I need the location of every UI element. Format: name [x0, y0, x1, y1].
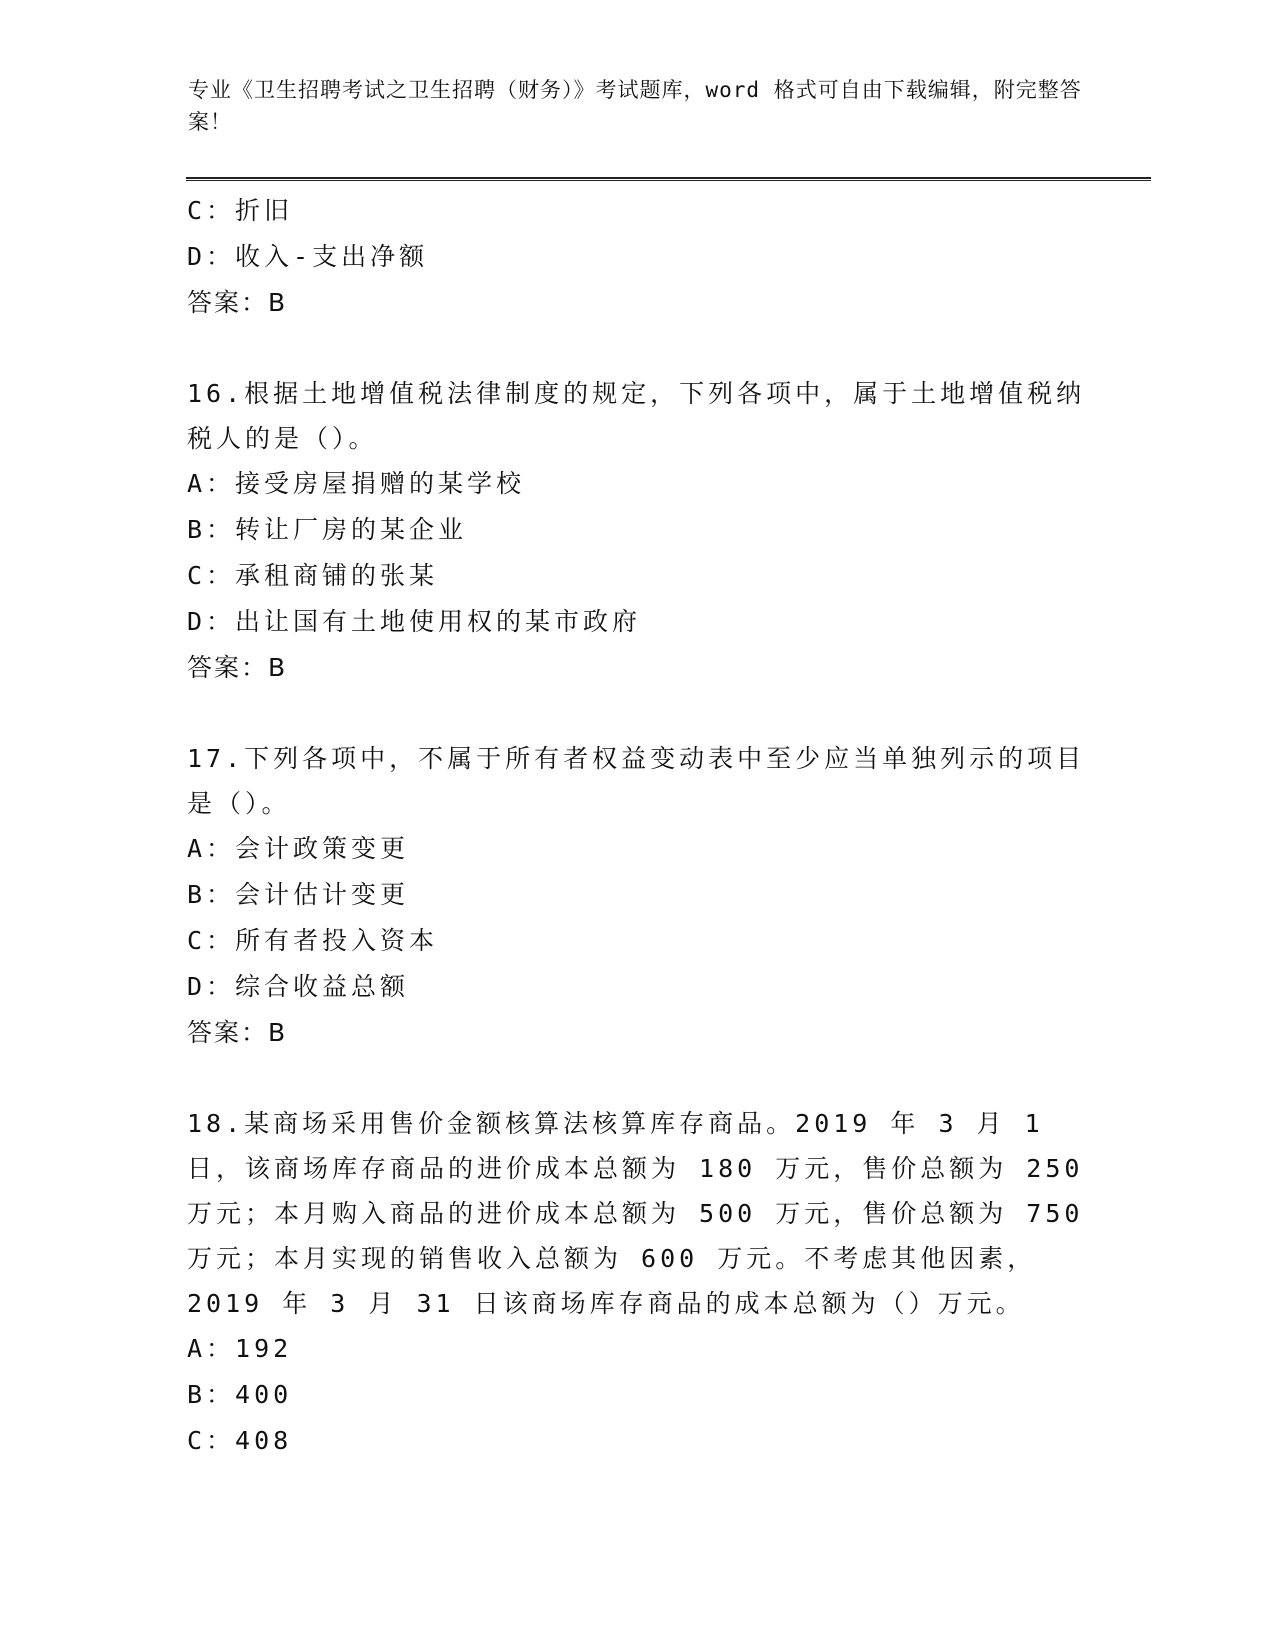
question-content [187, 188, 1087, 1464]
option-c: C：408 [187, 1426, 293, 1455]
option-c: C：所有者投入资本 [187, 926, 439, 955]
option-d: D：收入-支出净额 [187, 242, 429, 271]
option-d: D：出让国有土地使用权的某市政府 [187, 607, 642, 636]
answer: 答案：B [187, 653, 288, 682]
answer: 答案：B [187, 288, 288, 317]
answer: 答案：B [187, 1018, 288, 1047]
option-a: A：192 [187, 1334, 293, 1363]
option-a: A：接受房屋捐赠的某学校 [187, 469, 526, 498]
option-c: C：承租商铺的张某 [187, 561, 439, 590]
question-17-text: 17.下列各项中，不属于所有者权益变动表中至少应当单独列示的项目是（）。 [187, 744, 1086, 818]
page-header: 专业《卫生招聘考试之卫生招聘（财务）》考试题库，word 格式可自由下载编辑，附完整答案！ [188, 78, 1082, 134]
option-c: C：折旧 [187, 196, 294, 225]
option-d: D：综合收益总额 [187, 972, 410, 1001]
option-a: A：会计政策变更 [187, 834, 410, 863]
header-rule [186, 177, 1151, 181]
question-18-text: 18.某商场采用售价金额核算法核算库存商品。2019 年 3 月 1 日，该商场库存商品的进价成本总额为 180 万元，售价总额为 250 万元；本月购入商品的进价成本总额为 500 万元，售价总额为 750 万元；本月实现的销售收入总额为 600 万元。不考虑其他因素，2019 年 3 月 31 日该商场库存商品的成本总额为（）万元。 [187, 1109, 1084, 1318]
question-16-text: 16.根据土地增值税法律制度的规定，下列各项中，属于土地增值税纳税人的是（）。 [187, 379, 1086, 453]
option-b: B：转让厂房的某企业 [187, 515, 468, 544]
option-b: B：400 [187, 1380, 293, 1409]
option-b: B：会计估计变更 [187, 880, 410, 909]
